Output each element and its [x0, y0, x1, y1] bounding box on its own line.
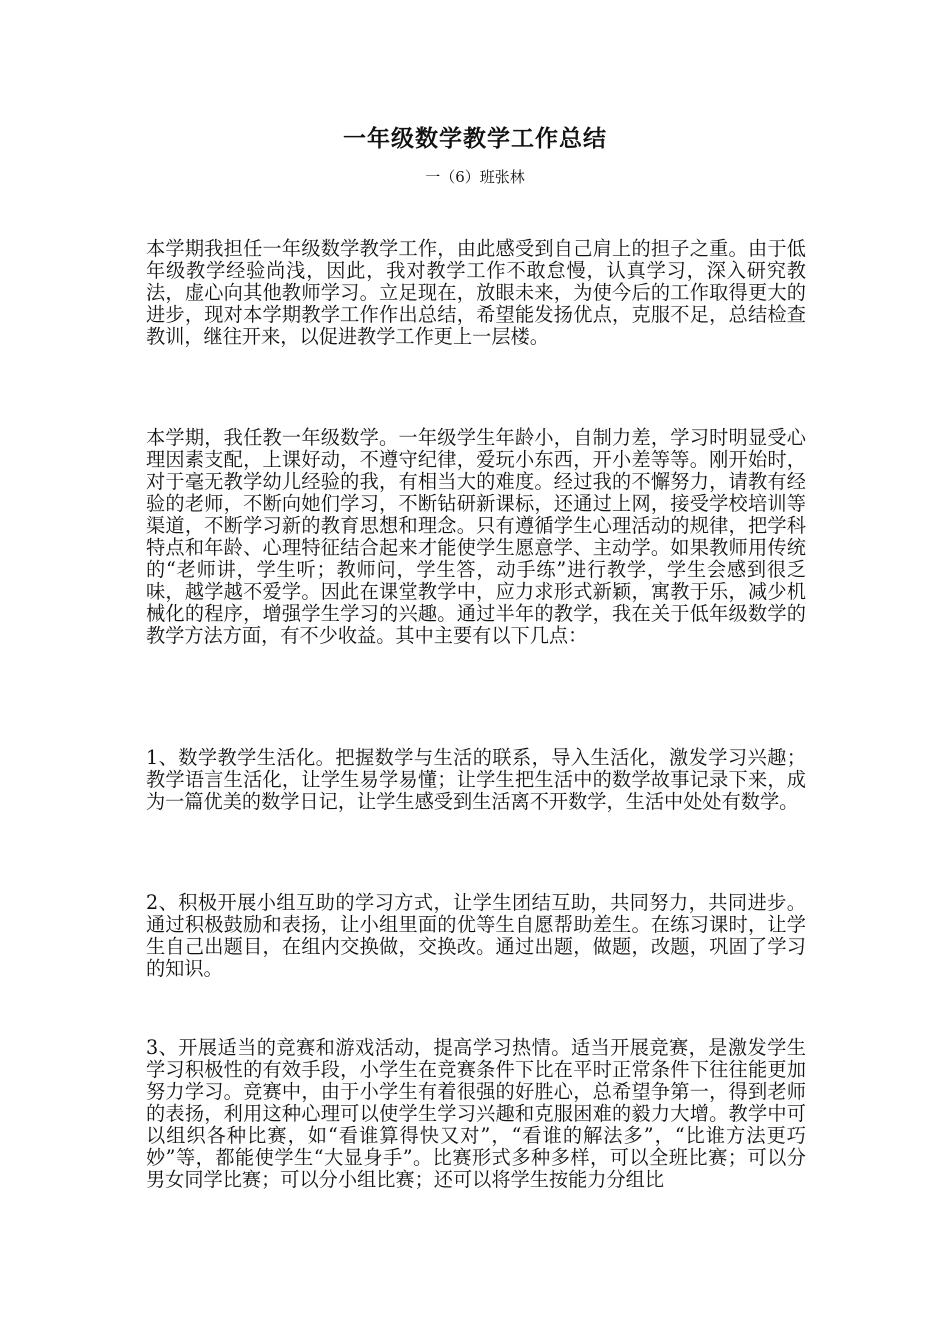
document-subtitle: 一（6）班张林: [425, 168, 525, 186]
document-title: 一年级数学教学工作总结: [343, 126, 607, 152]
paragraph-semester: 本学期，我任教一年级数学。一年级学生年龄小，自制力差，学习时明显受心理因素支配，上课好动，不遵守纪律，爱玩小东西，开小差等等。刚开始时，对于毫无教学幼儿经验的我，有相当大的难度。经过我的不懈努力，请教有经验的老师，不断向她们学习，不断钻研新课标，还通过上网，接受学校培训等渠道，不断学习新的教育思想和理念。只有遵循学生心理活动的规律，把学科特点和年龄、心理特征结合起来才能使学生愿意学、主动学。如果教师用传统的“老师讲，学生听；教师问，学生答，动手练”进行教学，学生会感到很乏味，越学越不爱学。因此在课堂教学中，应力求形式新颖，寓教于乐，减少机械化的程序，增强学生学习的兴趣。通过半年的教学，我在关于低年级数学的教学方法方面，有不少收益。其中主要有以下几点：: [146, 426, 806, 647]
paragraph-point-3: 3、开展适当的竞赛和游戏活动，提高学习热情。适当开展竞赛，是激发学生学习积极性的有效手段，小学生在竞赛条件下比在平时正常条件下往往能更加努力学习。竞赛中，由于小学生有着很强的好胜心，总希望争第一，得到老师的表扬，利用这种心理可以使学生学习兴趣和克服困难的毅力大增。教学中可以组织各种比赛，如“看谁算得快又对”，“看谁的解法多”，“比谁方法更巧妙”等，都能使学生“大显身手”。比赛形式多种多样，可以全班比赛；可以分男女同学比赛；可以分小组比赛；还可以将学生按能力分组比: [146, 1036, 806, 1191]
paragraph-point-2: 2、积极开展小组互助的学习方式，让学生团结互助，共同努力，共同进步。通过积极鼓励和表扬，让小组里面的优等生自愿帮助差生。在练习课时，让学生自己出题目，在组内交换做，交换改。通过出题，做题，改题，巩固了学习的知识。: [146, 891, 806, 980]
paragraph-intro: 本学期我担任一年级数学教学工作，由此感受到自己肩上的担子之重。由于低年级教学经验尚浅，因此，我对教学工作不敢怠慢，认真学习，深入研究教法，虚心向其他教师学习。立足现在，放眼未来，为使今后的工作取得更大的进步，现对本学期教学工作作出总结，希望能发扬优点，克服不足，总结检查教训，继往开来，以促进教学工作更上一层楼。: [146, 237, 806, 348]
paragraph-point-1: 1、数学教学生活化。把握数学与生活的联系，导入生活化，激发学习兴趣；教学语言生活化，让学生易学易懂；让学生把生活中的数学故事记录下来，成为一篇优美的数学日记，让学生感受到生活离不开数学，生活中处处有数学。: [146, 746, 806, 813]
